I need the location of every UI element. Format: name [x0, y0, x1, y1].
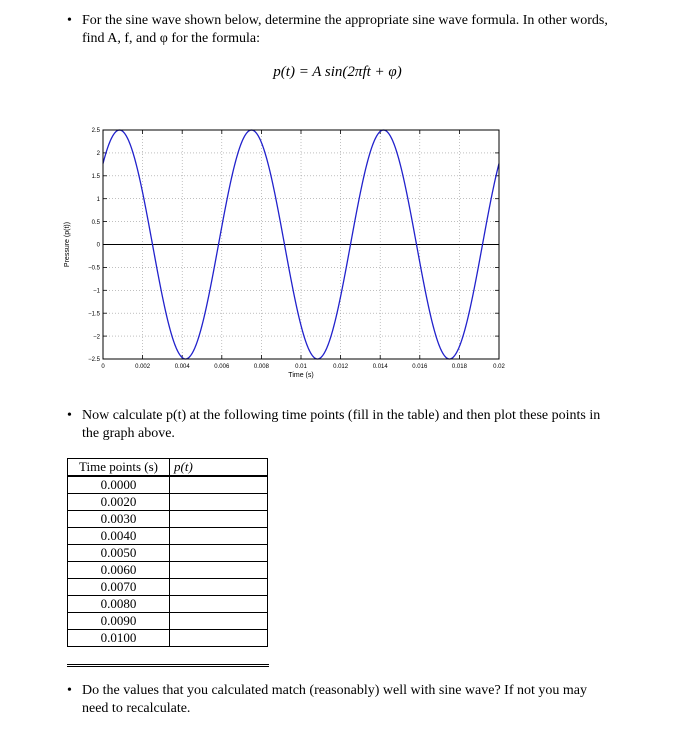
table-double-rule	[67, 664, 269, 667]
pt-answer-cell[interactable]	[170, 562, 268, 579]
x-tick-label: 0.004	[174, 364, 190, 370]
pt-answer-cell[interactable]	[170, 630, 268, 647]
x-axis-label: Time (s)	[288, 372, 314, 379]
y-tick-label: −2.5	[88, 357, 100, 364]
table-row	[68, 528, 268, 545]
sine-wave-plot	[55, 120, 515, 390]
y-tick-label: −1	[93, 288, 100, 295]
pt-answer-cell[interactable]	[170, 613, 268, 630]
pt-answer-cell[interactable]	[170, 511, 268, 528]
pt-answer-cell[interactable]	[170, 528, 268, 545]
table-row	[68, 545, 268, 562]
x-tick-label: 0.008	[253, 364, 269, 370]
table-row	[68, 562, 268, 579]
task3-bullet	[67, 682, 642, 718]
table-row	[68, 579, 268, 596]
x-tick-label: 0	[101, 364, 105, 370]
intro-line-1: For the sine wave shown below, determine the appropriate sine wave formula. In other words,	[82, 13, 608, 28]
x-tick-label: 0.006	[214, 364, 230, 370]
y-tick-label: 1.5	[91, 174, 100, 180]
task3-line-1: Do the values that you calculated match (reasonably) well with sine wave? If not you may	[82, 683, 587, 698]
time-point-cell: 0.0080	[68, 596, 170, 613]
x-tick-label: 0.02	[493, 364, 505, 370]
bullet-dot: •	[67, 408, 72, 423]
bullet-dot: •	[67, 683, 72, 698]
time-point-cell: 0.0050	[68, 545, 170, 562]
pt-answer-cell[interactable]	[170, 476, 268, 494]
sine-formula: p(t) = A sin(2πft + φ)	[273, 64, 402, 80]
pt-answer-cell[interactable]	[170, 494, 268, 511]
table-row	[68, 494, 268, 511]
table-row	[68, 511, 268, 528]
task2-bullet	[67, 407, 642, 443]
time-point-cell: 0.0090	[68, 613, 170, 630]
time-point-cell: 0.0030	[68, 511, 170, 528]
y-tick-label: −0.5	[88, 265, 100, 272]
x-tick-label: 0.018	[451, 364, 467, 370]
header-pt: p(t)	[170, 459, 268, 477]
x-tick-label: 0.002	[135, 364, 151, 370]
task2-line-1: Now calculate p(t) at the following time points (fill in the table) and then plot these points in	[82, 408, 601, 423]
intro-line-2: find A, f, and φ for the formula:	[82, 31, 260, 46]
table-row	[68, 476, 268, 494]
y-tick-label: −2	[93, 334, 100, 341]
table-row	[68, 613, 268, 630]
y-tick-label: −1.5	[88, 311, 100, 318]
x-tick-label: 0.014	[372, 364, 388, 370]
table-header-row	[68, 459, 268, 477]
plot-tick-labels	[88, 128, 505, 370]
time-point-cell: 0.0070	[68, 579, 170, 596]
y-axis-label: Pressure (p(t))	[64, 221, 71, 268]
time-points-table	[67, 458, 268, 647]
pt-answer-cell[interactable]	[170, 545, 268, 562]
task2-line-2: the graph above.	[82, 426, 175, 441]
time-point-cell: 0.0000	[68, 476, 170, 494]
x-tick-label: 0.016	[412, 364, 428, 370]
time-point-cell: 0.0060	[68, 562, 170, 579]
bullet-dot: •	[67, 13, 72, 28]
y-tick-label: 1	[96, 196, 100, 203]
x-tick-label: 0.012	[333, 364, 349, 370]
task3-line-2: need to recalculate.	[82, 701, 191, 716]
pt-answer-cell[interactable]	[170, 596, 268, 613]
y-tick-label: 2	[96, 151, 100, 158]
y-tick-label: 0.5	[91, 219, 100, 226]
y-tick-label: 2.5	[91, 128, 100, 135]
time-point-cell: 0.0100	[68, 630, 170, 647]
time-point-cell: 0.0020	[68, 494, 170, 511]
y-tick-label: 0	[96, 242, 100, 249]
table-row	[68, 630, 268, 647]
pt-answer-cell[interactable]	[170, 579, 268, 596]
x-tick-label: 0.01	[295, 364, 307, 370]
time-point-cell: 0.0040	[68, 528, 170, 545]
header-time: Time points (s)	[68, 459, 170, 477]
table-row	[68, 596, 268, 613]
intro-bullet	[67, 12, 642, 48]
